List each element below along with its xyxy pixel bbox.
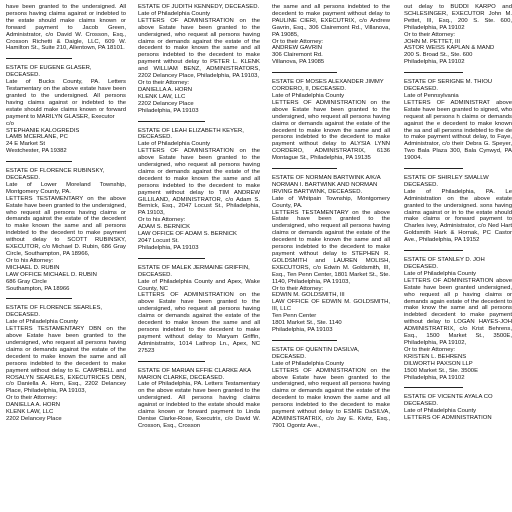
estate-notice-body: the same and all persons indebted to the decedent to make payment without delay to PAULINE CIERI, EXECUTRIX, c/o Andrew Gavrin, Esq., 306 Clairemont Rd., Villanova, PA 19085, Or to their Attorney: ANDREW GAVRIN 306 Clairemont Rd. Villanova, PA 19085 xyxy=(272,4,390,66)
estate-notice-heading: ESTATE OF LEAH ELIZABETH KEYER, DECEASED. xyxy=(138,127,244,141)
estate-notice-heading: ESTATE OF FLORENCE SEARLES, DECEASED. xyxy=(6,305,103,319)
divider xyxy=(6,298,72,299)
estate-notice-body: have been granted to the undersigned. All persons having claims against or indebted to the estate should make claims known or forward payment to Jacob Green, Administrator, c/o David W. Crosson, Esq., Crosson Richetti & Daigle, LLC, 609 W. Hamilton St., Suite 210, Allentown, PA 18101. xyxy=(6,4,126,52)
estate-notice-heading: ESTATE OF SERIGNE M. THIOU DECEASED. xyxy=(404,79,493,93)
estate-notice-body: Late of Philadelphia County LETTERS OF ADMINISTRATION on the above Estate have been granted to the undersigned, who request all persons having claims or demands against the estate of the decedent to make known the same and all persons indebted to the decedent to make payment without delay to ESMIE DaSILVA, ADMINISTRATRIX, c/o Jay E. Kivitz, Esq., 7901 Ogontz Ave., xyxy=(272,360,390,429)
estate-notice xyxy=(138,265,260,355)
estate-notice-heading: ESTATE OF FLORENCE RUBINSKY, DECEASED. xyxy=(6,168,105,182)
estate-notice-heading: ESTATE OF EUGENE GLASER, DECEASED. xyxy=(6,65,92,79)
estate-notice-heading: ESTATE OF JUDITH KENNEDY, DECEASED. xyxy=(138,4,260,10)
estate-notice xyxy=(272,79,390,162)
estate-notice xyxy=(6,65,126,155)
estate-notice-heading: ESTATE OF MALEK JERMAINE GRIFFIN, DECEASED. xyxy=(138,264,250,278)
estate-notice xyxy=(6,4,126,52)
estate-notice xyxy=(272,4,390,66)
estate-notice-body: Late of Philadelphia County LETTERS OF ADMINISTRATION on the above Estate have been granted to the undersigned, who request all persons having claims or demands against the estate of the decedent to make known the same and all persons indebted to the decedent to make payment without delay to PETER L. KLENK and WILLIAM BENZ, ADMINISTRATORS, 2202 Delancey Place, Philadelphia, PA 19103, Or to their Attorney: DANIELLA A. HORN KLENK LAW, LLC 2202 Delancey Place Philadelphia, PA 19103 xyxy=(138,10,260,114)
estate-notice xyxy=(404,4,512,66)
estate-notice-heading: ESTATE OF MOSES ALEXANDER JIMMY CORDERO, II, DECEASED. xyxy=(272,79,384,93)
estate-notice-heading: ESTATE OF VICENTE AYALA CO DECEASED. xyxy=(404,394,493,408)
estate-notice-body: Late of Philadelphia County LETTERS TESTAMENTARY DBN on the above Estate have been granted to the undersigned, who request all persons having claims or demands against the estate of the decedent to make known the same and all persons indebted to the decedent to make payment without delay to E. CAMPBELL and ROSALYN SEARLES, EXECUTRICES DBN, c/o Daniella A. Horn, Esq., 2202 Delancey Place, Philadelphia, PA 19103, Or to their Attorney: DANIELLA A. HORN KLENK LAW, LLC 2202 Delancey Place xyxy=(6,319,126,422)
estate-notice-body: Late of Pennsylvania LETTERS OF ADMINISTRAT above Estate have been granted to signed, who request all persons h claims or demands against the e decedent to make known the sa and all persons indebted to the de to make payment without delay, to Faye, Administrator, c/o their Debra G. Speyer, Two Bala Plaza 300, Bala Cynwyd, PA 19004. xyxy=(404,92,512,162)
divider xyxy=(138,258,205,259)
estate-notice-heading: ESTATE OF QUENTIN DASILVA, DECEASED. xyxy=(272,346,360,360)
estate-notice-body: Late of Whitpain Township, Montgomery County, PA. LETTERS TESTAMENTARY on the above Estate have been granted to the undersigned, who request all persons having claims or demands against the estate of the decedent to make known the same and all persons indebted to the decedent to make payment without delay to STEPHEN R. GOLDSMITH and LAUREN MOLISH, EXECUTORS, c/o Edwin M. Goldsmith, III, Esq., Ten Penn Center, 1801 Market St., Ste. 1140, Philadelphia, PA 19103, Or to their Attorney: EDWIN M. GOLDSMITH, III LAW OFFICE OF EDWIN M. GOLDSMITH, III, LLC Ten Penn Center 1801 Market St., Ste. 1140 Philadelphia, PA 19103 xyxy=(272,195,390,333)
estate-notice-body: Late of Philadelphia, PA. Le Administration on the above estate granted to the undersigned. sons having claims against or in to the estate should make claims or forward payment to Charles ivey, Administrator, c/o Ned Hart Goldsmith Hark & Hornak, PC Castor Ave., Philadelphia, PA 19152 xyxy=(404,188,512,244)
estate-notice-body: out delay to BUDDI KARPO and SCHLESINGER, EXECUTOR John M. Pettet, III, Esq., 200 S. Ste. 600, Philadelphia, PA 19102 Or to their Attorney: JOHN M. PETTET, III ASTOR WEISS KAPLAN & MAND 200 S. Broad St., Ste. 600 Philadelphia, PA 19102 xyxy=(404,4,512,66)
divider xyxy=(272,72,337,73)
estate-notice xyxy=(404,257,512,381)
estate-notice xyxy=(138,4,260,115)
estate-notice-body: Late of Philadelphia, PA. Letters Testamentary on the above estate have been granted to the undersigned. All persons having claims against or indebted to the estate should make claims known or forward payment to Linda Denise Clarke-Rose, Executrix, c/o David W. Crosson, Esq., Crosson xyxy=(138,381,260,429)
divider xyxy=(404,168,463,169)
estate-notice xyxy=(6,305,126,422)
divider xyxy=(404,387,463,388)
estate-notice xyxy=(138,128,260,252)
estate-notice-body: Late of Lower Moreland Township, Montgomery County, PA. LETTERS TESTAMENTARY on the above Estate have been granted to the undersigned, who request all persons having claims or demands against the estate of the decedent to make known the same and all persons indebted to the decedent to make payment without delay to SCOTT RUBINSKY, EXECUTOR, c/o Michael D. Rubin, 686 Gray Circle, Southampton, PA 18966, Or to his Attorney: MICHAEL D. RUBIN LAW OFFICE MICHAEL D. RUBIN 686 Gray Circle Southampton, PA 18966 xyxy=(6,181,126,292)
column-1 xyxy=(6,4,126,429)
column-3 xyxy=(272,4,390,436)
estate-notice-heading: ESTATE OF STANLEY D. JOH DECEASED. xyxy=(404,257,485,270)
estate-notice-heading: ESTATE OF MARIAN EFFIE CLARKE AKA MARION CLARKE, DECEASED. xyxy=(138,367,251,381)
divider xyxy=(6,58,72,59)
estate-notice xyxy=(6,168,126,292)
estate-notice-body: Late of Philadelphia County LETTERS OF ADMINISTRATION above Estate have been granted undersigned, who request all p having claims or demands again estate of the decedent to make know the same and all persons indebted decedent to make payment without delay to LOGAN HAYES-JOH ADMINISTRATRIX, c/o Krist Behrens, Esq., 1500 Market St., 3500E, Philadelphia, PA 19102, Or to their Attorney: KRISTEN L. BEHRENS DILWORTH PAXSON LLP 1500 Market St., Ste. 3500E Philadelphia, PA 19102 xyxy=(404,270,512,381)
divider xyxy=(6,161,72,162)
estate-notice xyxy=(404,394,512,422)
estate-notice xyxy=(272,347,390,430)
column-4 xyxy=(404,4,512,428)
estate-notice-body: Late of Philadelphia County LETTERS OF ADMINISTRATION on the above Estate have been granted to the undersigned, who request all persons having claims or demands against the estate of the decedent to make known the same and all persons indebted to the decedent to make payment without delay to ALYSIA LYNN CORDERO, ADMINISTRATRIX, 6136 Montague St., Philadelphia, PA 19135 xyxy=(272,92,390,162)
divider xyxy=(404,72,463,73)
divider xyxy=(272,168,337,169)
column-2 xyxy=(138,4,260,436)
estate-notice-body: Late of Philadelphia County and Apex, Wake County, NC LETTERS OF ADMINISTRATION on the above Estate have been granted to the undersigned, who request all persons having claims or demands against the estate of the decedent to make known the same and all persons indebted to the decedent to make payment without delay to Maryam Griffin, Administratrix, 1014 Lathrop Ln., Apex, NC 27523 xyxy=(138,278,260,354)
estate-notice-body: Late of Philadelphia County LETTERS OF ADMINISTRATION on the above Estate have been granted to the undersigned, who request all persons having claims or demands against the estate of the decedent to make known the same and all persons indebted to the decedent to make payment without delay to TIM ANDREW GILLILAND, ADMINISTRATOR, c/o Adam S. Bernick, Esq., 2047 Locust St., Philadelphia, PA 19103, Or to his Attorney: ADAM S. BERNICK LAW OFFICE OF ADAM S. BERNICK 2047 Locust St. Philadelphia, PA 19103 xyxy=(138,141,260,251)
divider xyxy=(272,340,337,341)
divider xyxy=(138,361,205,362)
divider xyxy=(138,121,205,122)
estate-notice-body: Late of Bucks County, PA. Letters Testamentary on the above estate have been granted to the undersigned. All persons having claims against or indebted to the estate should make claims known or forward payment to MARILYN GLASER, Executor c/o STEPHANIE KALOGREDIS LAMB MCERLANE, PC 24 E Market St Westchester, PA 19382 xyxy=(6,79,126,155)
estate-notice xyxy=(138,368,260,430)
estate-notice-body: Late of Philadelphia County LETTERS OF ADMINISTRATION xyxy=(404,408,492,422)
estate-notice-heading: ESTATE OF SHIRLEY SMALLW DECEASED. xyxy=(404,175,489,188)
estate-notice xyxy=(404,175,512,244)
estate-notice xyxy=(272,175,390,334)
divider xyxy=(404,250,463,251)
estate-notice-heading: ESTATE OF NORMAN BARTWINK A/K/A NORMAN I. BARTWINK AND NORMAN IRVING BARTWINK, DECEASED. xyxy=(272,175,381,195)
estate-notice xyxy=(404,79,512,162)
